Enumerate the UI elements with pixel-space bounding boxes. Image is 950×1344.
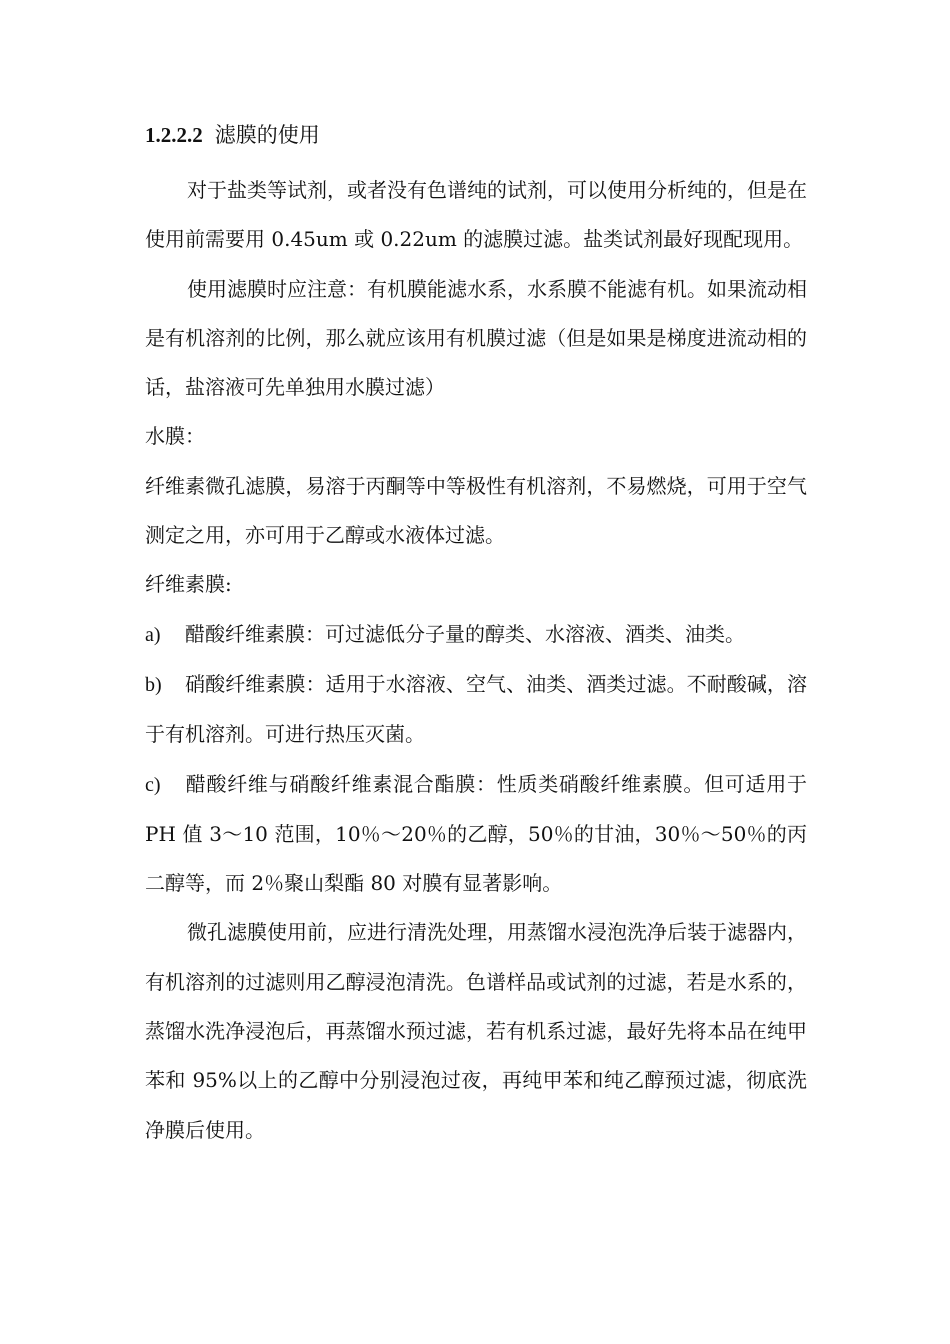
list-item-text: 硝酸纤维素膜：适用于水溶液、空气、油类、酒类过滤。不耐酸碱，溶于有机溶剂。可进行热压灭菌。 <box>145 671 807 747</box>
list-marker: b) <box>145 673 162 696</box>
list-item-text: 醋酸纤维与硝酸纤维素混合酯膜：性质类硝酸纤维素膜。但可适用于 PH 值 3～10 范围，10％～20％的乙醇，50％的甘油，30％～50％的丙二醇等，而 2％聚山梨酯 80 对膜有显著影响。 <box>145 771 807 896</box>
list-marker: c) <box>145 773 161 796</box>
list-item-text: 醋酸纤维素膜：可过滤低分子量的醇类、水溶液、酒类、油类。 <box>185 621 745 646</box>
list-marker: a) <box>145 623 161 646</box>
cellulose-membrane-label: 纤维素膜: <box>145 572 232 597</box>
list-item <box>145 610 807 660</box>
document-page <box>145 112 807 1155</box>
section-title: 滤膜的使用 <box>214 123 320 147</box>
paragraph-filter-notes: 使用滤膜时应注意：有机膜能滤水系，水系膜不能滤有机。如果流动相是有机溶剂的比例，那么就应该用有机膜过滤（但是如果是梯度进流动相的话，盐溶液可先单独用水膜过滤） <box>145 276 807 400</box>
section-heading <box>145 112 807 158</box>
section-number: 1.2.2.2 <box>145 123 203 147</box>
list-item <box>145 660 807 760</box>
paragraph-cleaning: 微孔滤膜使用前，应进行清洗处理，用蒸馏水浸泡洗净后装于滤器内，有机溶剂的过滤则用乙醇浸泡清洗。色谱样品或试剂的过滤，若是水系的，蒸馏水洗净浸泡后，再蒸馏水预过滤，若有机系过滤，最好先将本品在纯甲苯和 95%以上的乙醇中分别浸泡过夜，再纯甲苯和纯乙醇预过滤，彻底洗净膜后使用。 <box>145 920 807 1142</box>
paragraph-reagents: 对于盐类等试剂，或者没有色谱纯的试剂，可以使用分析纯的，但是在使用前需要用 0.45um 或 0.22um 的滤膜过滤。盐类试剂最好现配现用。 <box>145 178 807 252</box>
list-item <box>145 760 807 909</box>
water-membrane-label: 水膜： <box>145 424 205 449</box>
water-membrane-description: 纤维素微孔滤膜，易溶于丙酮等中等极性有机溶剂，不易燃烧，可用于空气测定之用，亦可用于乙醇或水液体过滤。 <box>145 473 807 548</box>
